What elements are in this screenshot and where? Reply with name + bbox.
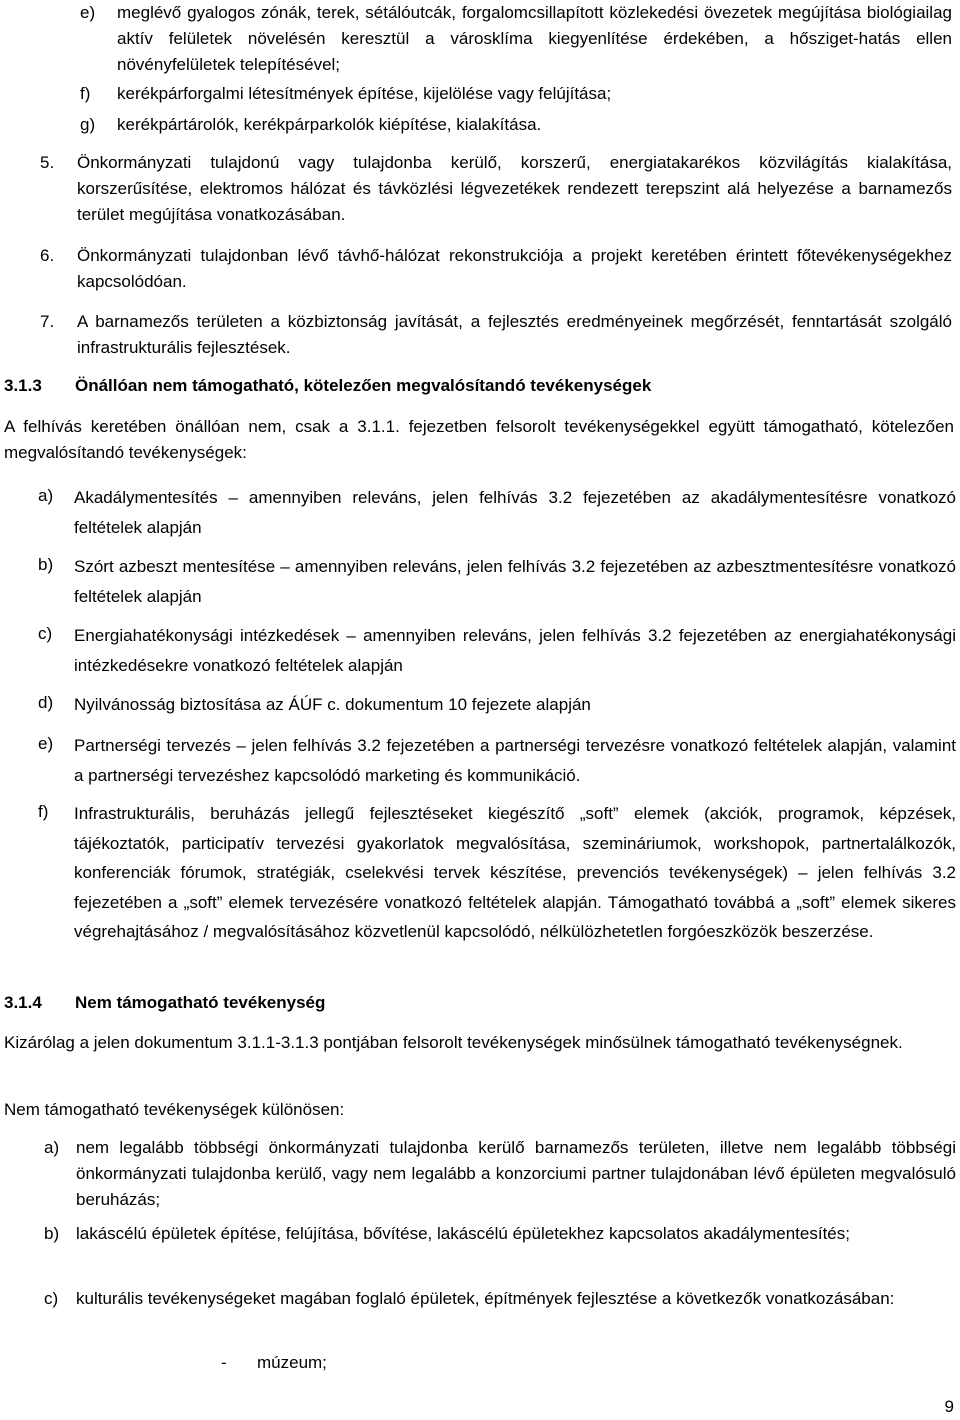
sub-list-item [221, 1350, 621, 1376]
list-item-text: Nyilvánosság biztosítása az ÁÚF c. dokumentum 10 fejezete alapján [74, 695, 591, 714]
list-item-text: Szórt azbeszt mentesítése – amennyiben releváns, jelen felhívás 3.2 fejezetében az azbesztmentesítésre vonatkozó feltételek alapján [74, 557, 956, 606]
list-item-text: Partnerségi tervezés – jelen felhívás 3.2 fejezetében a partnerségi tervezésre vonatkozó feltételek alapján, valamint a partnerségi tervezéshez kapcsolódó marketing és kommunikáció. [74, 736, 956, 785]
section-paragraph: Nem támogatható tevékenységek különösen: [4, 1100, 345, 1119]
list-item [44, 1221, 956, 1247]
numbered-item-text: Önkormányzati tulajdonú vagy tulajdonba kerülő, korszerű, energiatakarékos közvilágítás kialakítása, korszerűsítése, elektromos hálózat és távközlési légvezetékek rendezett terepszint alá helyezése a barnamezős terület megújítása vonatkozásában. [77, 153, 952, 224]
list-item-label: f) [80, 84, 91, 103]
list-item [38, 690, 956, 720]
list-item-text: Infrastrukturális, beruházás jellegű fejlesztéseket kiegészítő „soft” elemek (akciók, programok, képzések, tájékoztatók, participatív tervezési gyakorlatok megvalósítása, szemináriumok, workshopok, partnertalálkozók, konferenciák fórumok, stratégiák, cselekvési tervek készítése, prevenciós tevékenységek) – jelen felhívás 3.2 fejezetében a „soft” elemek tervezésére vonatkozó feltételek alapján. Támogatható továbbá a „soft” elemek sikeres végrehajtásához / megvalósításához közvetlenül kapcsolódó, nélkülözhetetlen forgóeszközök beszerzése. [74, 804, 956, 941]
list-item [38, 731, 956, 791]
sub-list-item-label: - [221, 1353, 227, 1372]
list-item [38, 621, 956, 681]
list-item-label: f) [38, 802, 49, 821]
section-heading [4, 990, 954, 1016]
list-item-label: d) [38, 693, 54, 712]
section-title: Nem támogatható tevékenység [75, 993, 326, 1012]
numbered-item [40, 150, 952, 228]
list-item-text: nem legalább többségi önkormányzati tulajdonba kerülő barnamezős területen, illetve nem legalább többségi önkormányzati tulajdonba kerülő, vagy nem legalább a konzorciumi partner tulajdonában lévő épületen megvalósuló beruházás; [76, 1138, 956, 1209]
numbered-item [40, 309, 952, 361]
list-item [44, 1286, 956, 1312]
list-item [80, 81, 952, 107]
numbered-item-label: 6. [40, 246, 55, 265]
section-intro: A felhívás keretében önállóan nem, csak a 3.1.1. fejezetben felsorolt tevékenységekkel együtt támogatható, kötelezően megvalósítandó tevékenységek: [4, 417, 954, 462]
section-heading [4, 373, 954, 399]
list-item-label: b) [38, 555, 54, 574]
list-item-label: c) [38, 624, 53, 643]
list-item-label: c) [44, 1289, 59, 1308]
section-title: Önállóan nem támogatható, kötelezően megvalósítandó tevékenységek [75, 376, 652, 395]
list-item-label: a) [44, 1138, 60, 1157]
list-item-label: e) [38, 734, 54, 753]
numbered-item [40, 243, 952, 295]
list-item [80, 112, 952, 138]
section-paragraph: Kizárólag a jelen dokumentum 3.1.1-3.1.3 pontjában felsorolt tevékenységek minősülnek támogatható tevékenységnek. [4, 1033, 903, 1052]
list-item-text: Energiahatékonysági intézkedések – amennyiben releváns, jelen felhívás 3.2 fejezetében az energiahatékonysági intézkedésekre vonatkozó feltételek alapján [74, 626, 956, 675]
list-item-text: Akadálymentesítés – amennyiben releváns, jelen felhívás 3.2 fejezetében az akadálymentesítésre vonatkozó feltételek alapján [74, 488, 956, 537]
list-item [38, 483, 956, 543]
page-number: 9 [944, 1397, 954, 1416]
list-item-text: kerékpártárolók, kerékpárparkolók kiépítése, kialakítása. [117, 115, 542, 134]
sub-list-item-text: múzeum; [257, 1353, 327, 1372]
list-item-label: a) [38, 486, 54, 505]
list-item-text: lakáscélú épületek építése, felújítása, bővítése, lakáscélú épületekhez kapcsolatos akadálymentesítés; [76, 1224, 850, 1243]
numbered-item-label: 7. [40, 312, 55, 331]
list-item [80, 0, 952, 78]
list-item [44, 1135, 956, 1213]
list-item-label: e) [80, 3, 96, 22]
section-number: 3.1.4 [4, 993, 42, 1012]
numbered-item-text: Önkormányzati tulajdonban lévő távhő-hálózat rekonstrukciója a projekt keretében érintett főtevékenységekhez kapcsolódóan. [77, 246, 952, 291]
numbered-item-label: 5. [40, 153, 55, 172]
list-item [38, 552, 956, 612]
list-item-text: kerékpárforgalmi létesítmények építése, kijelölése vagy felújítása; [117, 84, 612, 103]
list-item [38, 799, 956, 947]
list-item-text: kulturális tevékenységeket magában foglaló épületek, építmények fejlesztése a következők vonatkozásában: [76, 1289, 895, 1308]
numbered-item-text: A barnamezős területen a közbiztonság javítását, a fejlesztés eredményeinek megőrzését, fenntartását szolgáló infrastrukturális fejlesztések. [77, 312, 952, 357]
list-item-label: b) [44, 1224, 60, 1243]
list-item-text: meglévő gyalogos zónák, terek, sétálóutcák, forgalomcsillapított közlekedési övezetek megújítása biológiailag aktív felületek növelésén keresztül a városklíma kiegyenlítése érdekében, a hősziget-hatás ellen növényfelületek telepítésével; [117, 3, 952, 74]
section-number: 3.1.3 [4, 376, 42, 395]
list-item-label: g) [80, 115, 96, 134]
